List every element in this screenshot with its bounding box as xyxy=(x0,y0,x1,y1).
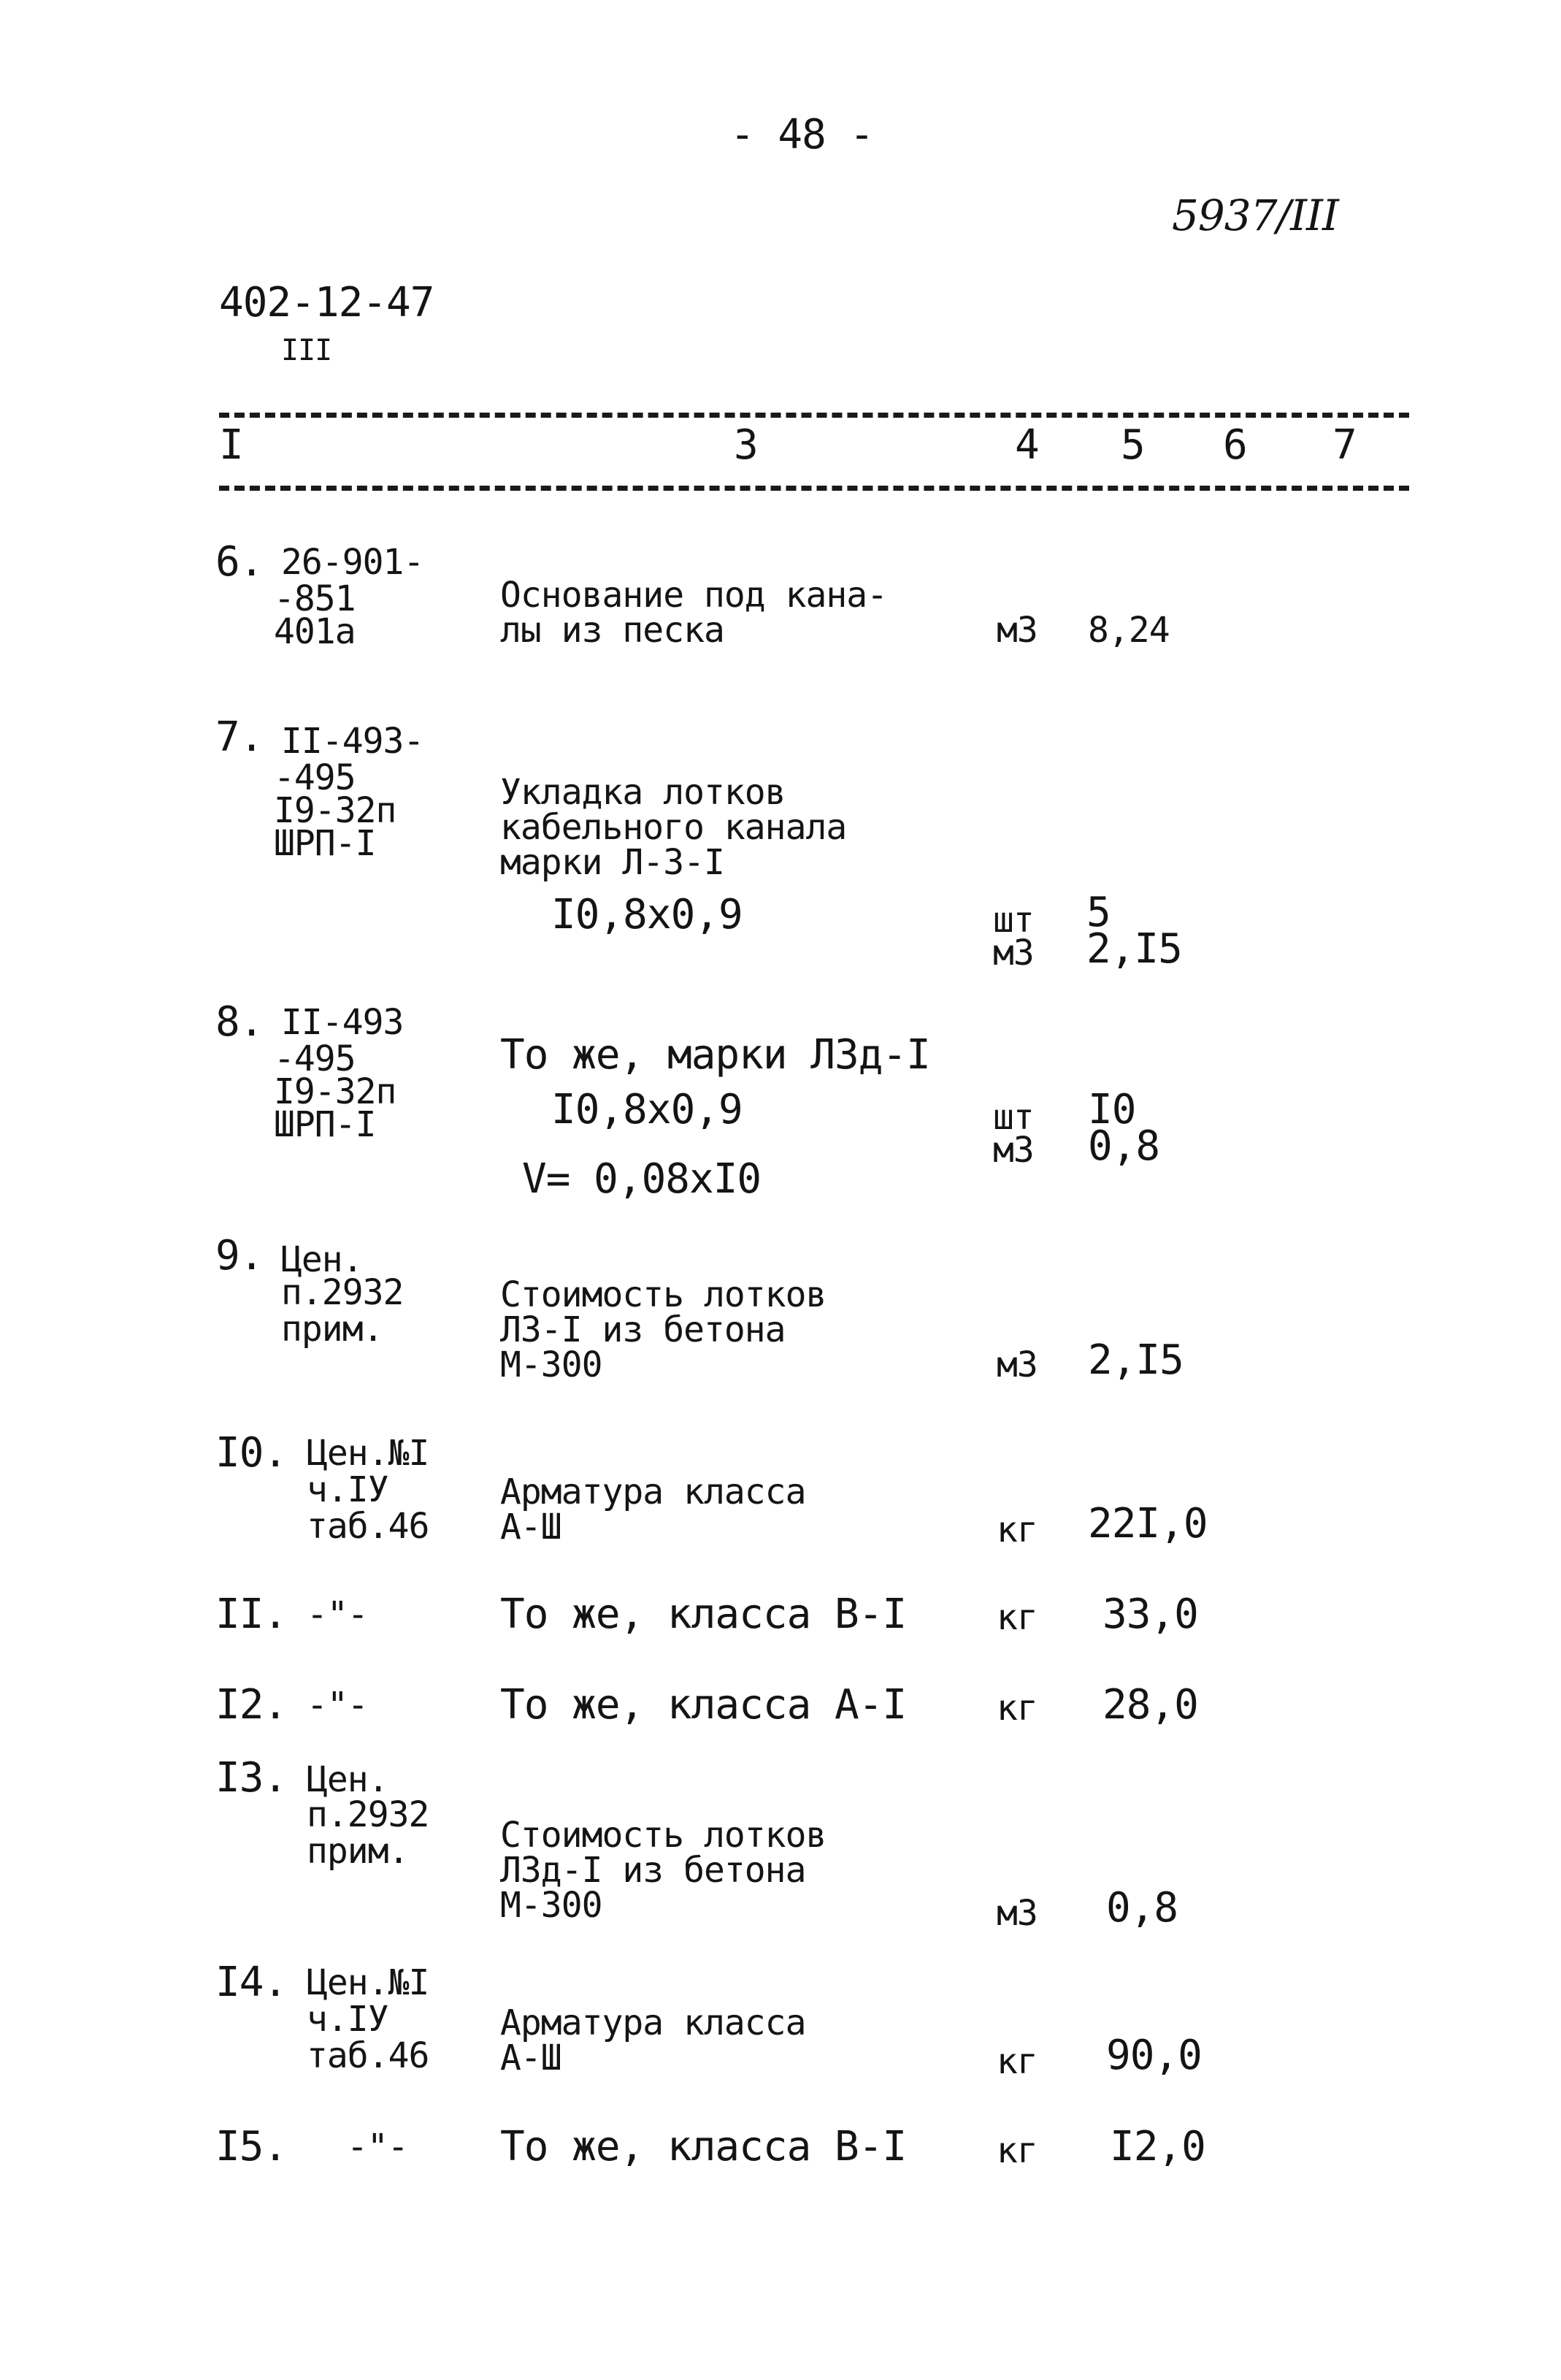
row-unit: м3 xyxy=(997,1344,1038,1385)
row-reference: п.2932 xyxy=(307,1794,429,1835)
column-header-6: 6 xyxy=(1223,421,1247,469)
row-unit: м3 xyxy=(993,933,1034,973)
row-reference: II-493 xyxy=(281,1002,404,1043)
row-number: 8. xyxy=(215,998,264,1046)
column-header-3: 3 xyxy=(734,421,758,469)
row-unit: кг xyxy=(997,1688,1038,1729)
row-unit: кг xyxy=(997,1509,1038,1550)
page-number: - 48 - xyxy=(730,111,874,158)
row-description: Стоимость лотков xyxy=(500,1815,826,1856)
row-reference: ч.IУ xyxy=(307,1999,388,2040)
row-description: Основание под кана- xyxy=(500,575,888,616)
row-volume-note: V= 0,08хI0 xyxy=(522,1155,762,1203)
row-description: Арматура класса xyxy=(500,2002,806,2043)
column-header-7: 7 xyxy=(1332,421,1357,469)
row-quantity: 90,0 xyxy=(1106,2032,1202,2079)
row-reference: прим. xyxy=(281,1309,383,1350)
row-description: ЛЗ-I из бетона xyxy=(500,1309,786,1350)
row-number: I5. xyxy=(215,2123,288,2170)
row-number: I3. xyxy=(215,1754,288,1802)
row-dimensions: I0,8х0,9 xyxy=(551,1086,743,1133)
row-quantity: 22I,0 xyxy=(1088,1500,1208,1547)
header-top-rule xyxy=(219,413,1409,418)
row-reference: Цен. xyxy=(281,1239,363,1280)
row-unit: м3 xyxy=(997,610,1038,651)
row-description: Арматура класса xyxy=(500,1472,806,1512)
row-unit: м3 xyxy=(997,1893,1038,1934)
row-reference: Цен.№I xyxy=(307,1962,429,2003)
row-quantity: I0 xyxy=(1088,1086,1136,1133)
row-description: ЛЗд-I из бетона xyxy=(500,1850,806,1891)
row-unit: кг xyxy=(997,2041,1038,2082)
row-quantity: I2,0 xyxy=(1110,2123,1205,2170)
row-number: 6. xyxy=(215,538,264,586)
row-unit: кг xyxy=(997,2130,1038,2171)
row-quantity: 0,8 xyxy=(1088,1122,1160,1170)
row-description: кабельного канала xyxy=(500,807,847,848)
row-number: II. xyxy=(215,1591,288,1638)
row-description: То же, класса В-I xyxy=(500,2123,907,2170)
row-quantity: 2,I5 xyxy=(1086,925,1182,973)
column-header-5: 5 xyxy=(1121,421,1145,469)
row-quantity: 8,24 xyxy=(1088,610,1170,651)
row-number: I2. xyxy=(215,1681,288,1729)
row-unit: шт xyxy=(993,900,1034,941)
row-reference: Цен.№I xyxy=(307,1433,429,1474)
archive-stamp: 5937/III xyxy=(1172,191,1338,240)
row-reference: I9-32п xyxy=(274,1071,396,1112)
row-number: I0. xyxy=(215,1429,288,1477)
row-description: А-Ш xyxy=(500,1507,561,1547)
row-dimensions: I0,8х0,9 xyxy=(551,891,743,938)
row-reference: -495 xyxy=(274,757,356,798)
row-quantity: 0,8 xyxy=(1106,1884,1178,1932)
row-reference: прим. xyxy=(307,1831,409,1872)
row-reference: -495 xyxy=(274,1038,356,1079)
row-number: 7. xyxy=(215,713,264,761)
row-description: То же, класса А-I xyxy=(500,1681,907,1729)
row-description: Стоимость лотков xyxy=(500,1274,826,1315)
row-description: То же, класса В-I xyxy=(500,1591,907,1638)
row-description: марки Л-3-I xyxy=(500,842,724,883)
row-reference: Цен. xyxy=(307,1759,388,1800)
column-header-1: I xyxy=(219,421,243,469)
row-reference: 401а xyxy=(274,611,356,652)
document-code: 402-12-47 xyxy=(219,279,434,326)
row-description: То же, марки ЛЗд-I xyxy=(500,1031,930,1079)
row-unit: кг xyxy=(997,1597,1038,1638)
row-quantity: 28,0 xyxy=(1102,1681,1198,1729)
row-reference: II-493- xyxy=(281,721,424,762)
row-number: 9. xyxy=(215,1232,264,1279)
row-reference: -"- xyxy=(307,1685,368,1726)
row-reference: таб.46 xyxy=(307,1506,429,1547)
row-description: Укладка лотков xyxy=(500,772,786,813)
row-number: I4. xyxy=(215,1959,288,2006)
row-quantity: 33,0 xyxy=(1102,1591,1198,1638)
row-unit: шт xyxy=(993,1097,1034,1138)
row-reference: I9-32п xyxy=(274,790,396,831)
row-unit: м3 xyxy=(993,1130,1034,1171)
column-header-4: 4 xyxy=(1015,421,1039,469)
row-quantity: 2,I5 xyxy=(1088,1336,1184,1384)
row-description: М-300 xyxy=(500,1344,602,1385)
row-description: М-300 xyxy=(500,1885,602,1926)
row-reference: п.2932 xyxy=(281,1272,404,1313)
row-reference: таб.46 xyxy=(307,2035,429,2076)
row-reference: -"- xyxy=(347,2127,408,2167)
row-quantity: 5 xyxy=(1086,889,1111,936)
row-reference: -851 xyxy=(274,578,356,619)
row-description: А-Ш xyxy=(500,2037,561,2078)
row-reference: ШРП-I xyxy=(274,1104,376,1145)
row-description: лы из песка xyxy=(500,610,724,651)
row-reference: ШРП-I xyxy=(274,823,376,864)
header-bottom-rule xyxy=(219,486,1409,491)
row-reference: 26-901- xyxy=(281,542,424,583)
row-reference: -"- xyxy=(307,1594,368,1635)
document-sub-mark: III xyxy=(281,334,332,367)
row-reference: ч.IУ xyxy=(307,1469,388,1510)
